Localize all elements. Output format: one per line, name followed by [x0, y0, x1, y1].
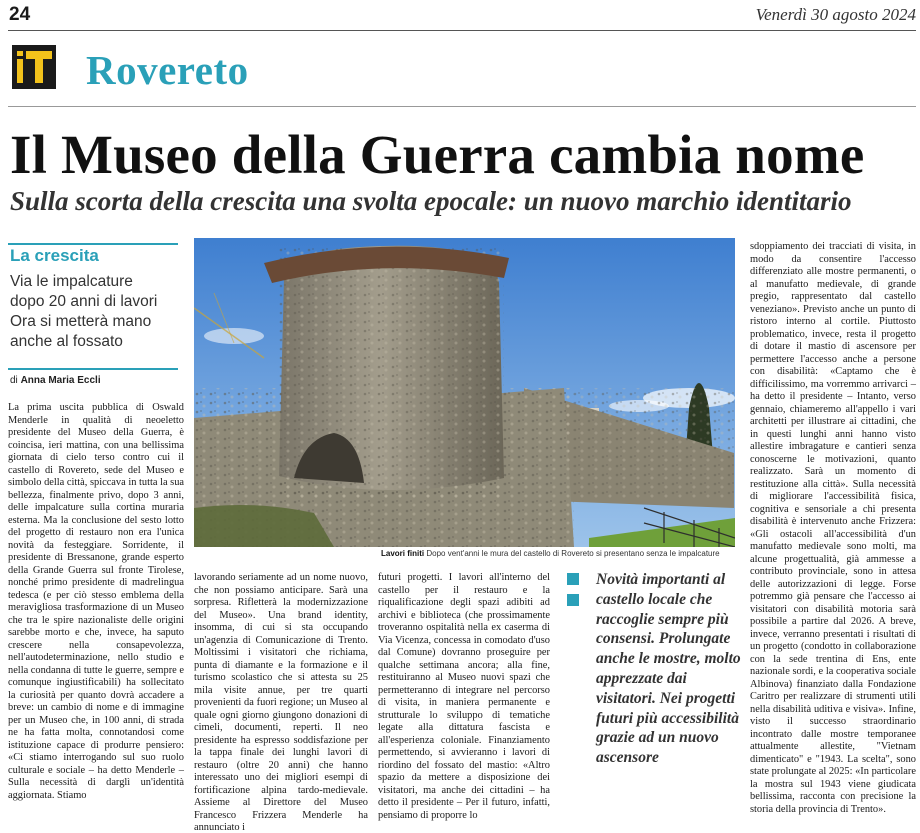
castle-photo [194, 238, 735, 547]
author-name: Anna Maria Eccli [20, 375, 101, 386]
page-date: Venerdì 30 agosto 2024 [755, 5, 916, 24]
subheadline: Sulla scorta della crescita una svolta epocale: un nuovo marchio identitario [10, 186, 852, 216]
sidebar-line: Via le impalcature [10, 273, 133, 290]
page-number: 24 [9, 4, 31, 25]
kicker-rule [8, 243, 178, 245]
sidebar-line: dopo 20 anni di lavori [10, 293, 158, 310]
sidebar-kicker: La crescita [10, 246, 99, 265]
castle-illustration [194, 238, 735, 547]
byline [10, 375, 101, 386]
body-column-1: La prima uscita pubblica di Oswald Menderle in qualità di neoeletto presidente del Museo della Guerra, è coincisa, ieri mattina, con una bellissima giornata di cielo terso contro cui il castello di Rovereto, sede del Museo e simbolo della città, spiccava in tutta la sua bellezza, finalmente privo, dopo 3 anni, delle impalcature sulla cortina muraria esterna. Ma la conclusione del sesto lotto del progetto di restauro non era l'unica novità da festeggiare. Sorridente, il presidente di Bressanone, grande esperto della Grande Guerra sul fronte Tirolese, nonché primo presidente di madrelingua tedesca (e per ciò stesso emblema della meravigliosa trasformazione di un Museo che tra le spire nazionaliste delle origini sarebbe morto e che, invece, ha saputo crescere nella consapevolezza, nell'autodeterminazione, nello studio e nella condanna di tutte le guerre, sempre e comunque ingiustificabili) ha sollecitato la curiosità per quanto dovrà accadere a breve: un cambio di nome e di immagine per un Museo che, in 100 anni, di strada ne ha fatta molta, connotandosi come istituzione capace di produrre pensiero: «Ci stiamo interrogando sul suo ruolo culturale e sociale – ha detto Menderle – Sulla necessità di darglì un'identità aggiornata. Stiamo [8, 402, 185, 801]
photo-caption [381, 549, 739, 558]
sidebar-line: anche al fossato [10, 333, 123, 350]
headline: Il Museo della Guerra cambia nome [10, 124, 865, 185]
sidebar-summary [10, 272, 182, 352]
pull-quote-markers [567, 573, 579, 615]
pull-quote-square [567, 573, 579, 585]
newspaper-logo [12, 45, 56, 89]
body-column-2: lavorando seriamente ad un nome nuovo, che non possiamo anticipare. Sarà una sorpresa. Rifletterà la modernizzazione del Museo». Una brand identity, insomma, di cui si sta occupando un'agenzia di Comunicazione di Trento. Moltissimi i visitatori che richiama, punta di diamante e la formazione e il turismo scolastico che si attesta su 25 mila visite annue, per tre quarti provenienti da fuori regione; un Museo al quale ogni giorno giungono donazioni di cimeli, documenti, reperti. Il neo presidente ha espresso soddisfazione per la tappa finale dei lunghi lavori di restauro (oltre 20 anni) che hanno interessato uno dei migliori esempi di fortificazione alpina tardo-medievale. Assieme al Direttore del Museo Francesco Frizzera Menderle ha annunciato i [194, 572, 368, 833]
section-title: Rovereto [86, 47, 249, 93]
caption-text: Dopo vent'anni le mura del castello di Rovereto si presentano senza le impalcature [426, 549, 720, 558]
pull-quote-square [567, 594, 579, 606]
byline-prefix: di [10, 375, 18, 386]
caption-label: Lavori finiti [381, 549, 425, 558]
byline-rule [8, 368, 178, 370]
top-rule [8, 30, 916, 31]
body-column-3: futuri progetti. I lavori all'interno del castello per il restauro e la riqualificazione degli spazi adibiti ad archivi e biblioteca (che prossimamente troveranno ospitalità nella ex caserma di Via Vicenza, concessa in comodato d'uso dal Comune) dovranno proseguire per qualche settimana ancora; alla fine, restituiranno al Museo nuovi spazi che permetteranno di integrare nel percorso di visita, in maniera permanente e strutturale lo sviluppo di tematiche legate alla dittatura fascista e all'esperienza coloniale. Finanziamento permettendo, si avvieranno i lavori di riordino del fossato del mastio: «Altro spazio da mettere a disposizione dei visitatori, ma anche dei cittadini – ha detto il presidente – Per il futuro, infatti, pensiamo di proporre lo [378, 572, 550, 821]
pull-quote: Novità importanti al castello locale che raccoglie sempre più consensi. Prolungate anche le mostre, molto apprezzate dai visitatori. Nei progetti futuri più accessibilità grazie ad un nuovo ascensore [596, 571, 741, 767]
body-column-4: sdoppiamento dei tracciati di visita, in modo da consentire l'accesso differenziato alle mostre permanenti, o al manufatto medievale, di grande pregio, rappresentato dal castello veneziano». Previsto anche un punto di ristoro interno al cortile. Piuttosto problematico, invece, resta il progetto di dotare il mastio di ascensore per permettere l'accesso anche a persone con disabilità: «Captamo che è difficilissimo, ma vorremmo arrivarci – ha detto il presidente – Intanto, verso gennaio, chiameremo all'appello i vari architetti per illustrare ai cittadini, che in questi lunghi anni hanno visto allestire imbragature e cantieri senza conoscerne le motivazioni, quanto realizzato. Sarà un momento di restituzione alla città». Sulla necessità di migliorare l'accessibilità fisica, cognitiva e sensoriale a chi presenta disabilità è intervenuto anche Frizzera: «Gli ostacoli all'accessibilità d'un manufatto medievale sono molti, ma alcune progettualità, già ammesse a contributo provinciale, sono in attesa delle autorizzazioni di legge. Forse potremmo già pensare che l'accesso ai visitatori con disabilità motoria sarà possibile a partire dal 2026. A breve, invece, verranno presentati i risultati di un progetto (condotto in collaborazione con la sede trentina di Ens, ente nazionale sordi, e la cooperativa sociale Albinova) finanziato dalla Fondazione Caritro per realizzare di strumenti utili nella disabilità uditiva e visiva». Infine, visto il successo straordinario incontrato dalle mostre temporanee attualmente allestite, "Vietnam dimenticato" e "1943. La scelta", sono state prolungate al 2025: «In particolare la mostra sul 1943 viene giudicata bellissima, racconta con precisione la storia della provincia di Trento». [750, 241, 916, 815]
section-rule [8, 106, 916, 107]
sidebar-line: Ora si metterà mano [10, 313, 152, 330]
